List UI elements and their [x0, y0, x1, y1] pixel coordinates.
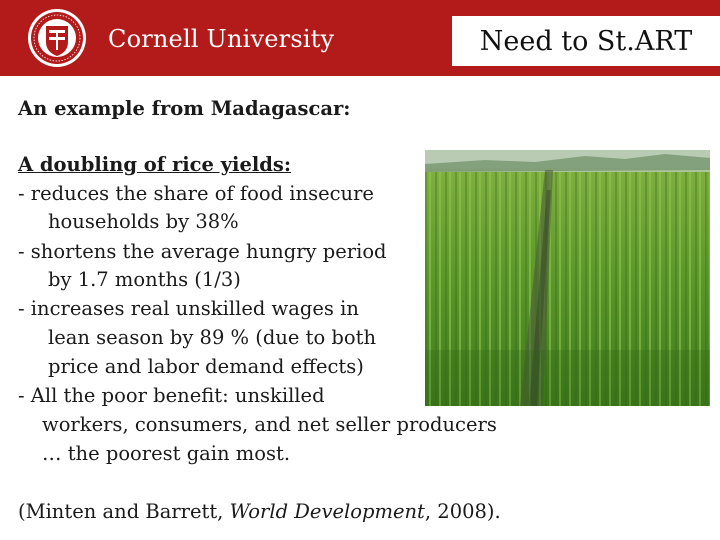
header-banner	[0, 0, 720, 76]
bullet-line: … the poorest gain most.	[42, 442, 291, 465]
bullet-line: households by 38%	[48, 210, 239, 233]
cornell-seal-icon	[27, 8, 87, 68]
bullet-line: price and labor demand effects)	[48, 355, 364, 378]
rice-field-photo	[425, 150, 710, 406]
bullet-line: - All the poor benefit: unskilled	[18, 384, 325, 407]
citation-journal: World Development	[229, 500, 425, 523]
bullet-line: - increases real unskilled wages in	[18, 297, 359, 320]
bullet-line: workers, consumers, and net seller producers	[42, 413, 497, 436]
slide-title: Need to St.ART	[479, 25, 693, 57]
citation	[18, 500, 501, 523]
bullet-line: - reduces the share of food insecure	[18, 182, 374, 205]
bullet-line: by 1.7 months (1/3)	[48, 268, 241, 291]
bullet-line: lean season by 89 % (due to both	[48, 326, 377, 349]
bullet-line: - shortens the average hungry period	[18, 240, 387, 263]
title-box	[452, 16, 720, 66]
subtitle: An example from Madagascar:	[18, 97, 351, 120]
citation-authors: (Minten and Barrett,	[18, 500, 230, 523]
citation-year: , 2008).	[424, 500, 501, 523]
heading: A doubling of rice yields:	[18, 153, 292, 176]
university-name: Cornell University	[108, 25, 335, 53]
